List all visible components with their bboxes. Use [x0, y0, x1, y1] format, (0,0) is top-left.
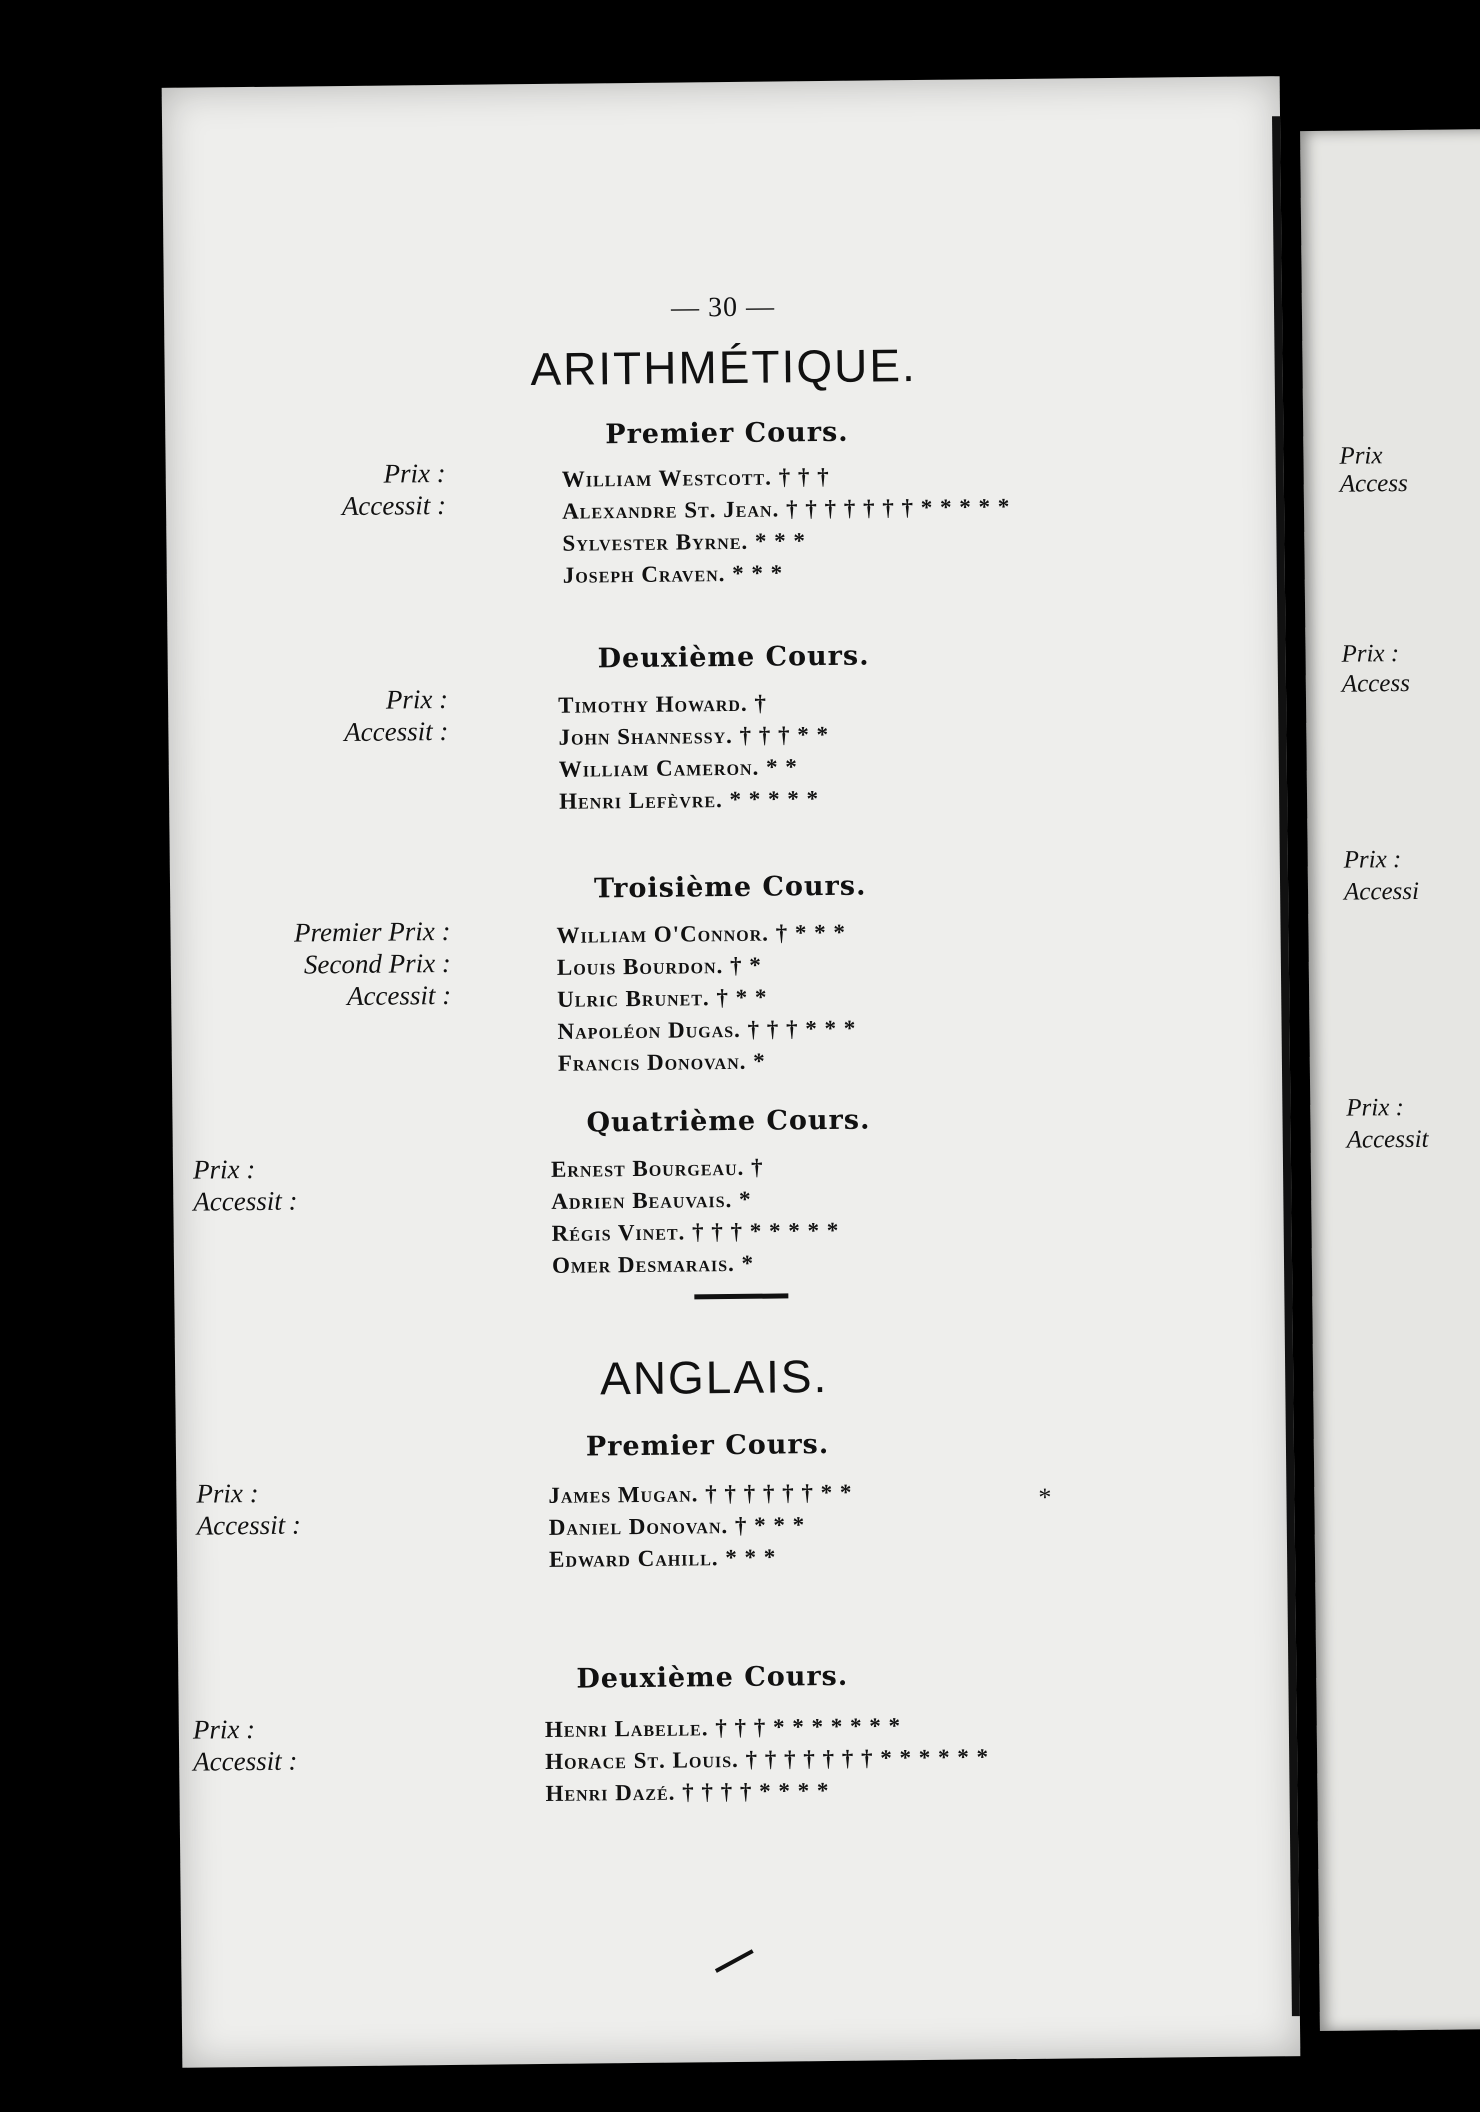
award-label: Accessit :	[341, 489, 447, 522]
student-name: Francis Donovan. *	[557, 1048, 766, 1076]
award-labels	[228, 683, 449, 749]
facing-page-label: Accessi	[1343, 877, 1420, 906]
student-name: Henri Dazé. † † † † * * * *	[545, 1778, 830, 1806]
student-name: Henri Labelle. † † † * * * * * * *	[544, 1713, 902, 1742]
student-name: William O'Connor. † * * *	[556, 919, 847, 948]
award-label: Accessit :	[346, 979, 452, 1012]
award-label: Accessit :	[344, 715, 449, 748]
award-labels	[193, 1712, 384, 1778]
student-name: Omer Desmarais. *	[551, 1250, 755, 1278]
student-name: Louis Bourdon. † *	[556, 952, 762, 980]
stray-mark: *	[1038, 1482, 1052, 1512]
facing-page-label: Access	[1339, 469, 1408, 498]
student-name: William Westcott. † † †	[561, 463, 830, 492]
course-heading: Premier Cours.	[585, 1428, 830, 1463]
award-label: Prix :	[385, 683, 449, 715]
student-name: Régis Vinet. † † † * * * * *	[551, 1217, 840, 1246]
student-name: John Shannessy. † † † * *	[558, 721, 830, 750]
facing-page-fragment	[1300, 129, 1480, 2031]
award-labels	[196, 1476, 387, 1542]
course-heading: Quatrième Cours.	[586, 1104, 871, 1139]
student-list	[551, 1151, 840, 1282]
course-heading: Deuxième Cours.	[576, 1660, 849, 1695]
award-label: Prix :	[192, 1714, 256, 1745]
facing-page-label: Prix :	[1346, 1094, 1405, 1122]
ink-mark	[715, 1949, 754, 1973]
student-list	[558, 687, 830, 818]
student-name: Napoléon Dugas. † † † * * *	[557, 1015, 857, 1044]
course-heading: Deuxième Cours.	[597, 640, 870, 675]
award-label: Premier Prix :	[293, 915, 451, 948]
course-heading: Premier Cours.	[605, 416, 849, 451]
section-title-arithmetique: ARITHMÉTIQUE.	[530, 339, 918, 396]
student-name: Horace St. Louis. † † † † † † † * * * * * *	[545, 1744, 990, 1774]
student-name: Edward Cahill. * * *	[548, 1544, 777, 1572]
award-labels	[193, 1152, 384, 1218]
student-name: Sylvester Byrne. * * *	[562, 528, 807, 556]
award-label: Prix :	[383, 457, 446, 489]
facing-page-label: Prix	[1339, 442, 1383, 470]
page-number: — 30 —	[670, 291, 776, 324]
award-label: Accessit :	[193, 1745, 298, 1777]
facing-page-label: Accessit	[1346, 1125, 1429, 1154]
student-list	[556, 917, 856, 1080]
student-list	[548, 1477, 853, 1576]
student-name: William Cameron. * *	[558, 754, 798, 782]
student-name: Ulric Brunet. † * *	[557, 984, 768, 1012]
student-name: Henri Lefèvre. * * * * *	[559, 786, 820, 814]
course-heading: Troisième Cours.	[593, 870, 867, 905]
award-label: Accessit :	[196, 1509, 302, 1541]
facing-page-label: Access	[1341, 669, 1411, 698]
student-name: Timothy Howard. †	[558, 690, 768, 718]
facing-page-label: Prix :	[1341, 640, 1400, 668]
student-name: Ernest Bourgeau. †	[550, 1154, 764, 1182]
award-label: Prix :	[196, 1477, 259, 1509]
award-label: Accessit :	[193, 1185, 298, 1217]
page-spine	[1272, 116, 1300, 2016]
section-title-anglais: ANGLAIS.	[599, 1349, 829, 1405]
award-label: Second Prix :	[303, 947, 451, 980]
facing-page-label: Prix :	[1343, 846, 1402, 874]
student-name: Alexandre St. Jean. † † † † † † † * * * * *	[561, 494, 1011, 524]
student-name: Adrien Beauvais. *	[551, 1186, 752, 1214]
student-name: Joseph Craven. * * *	[562, 560, 784, 588]
document-page	[162, 76, 1301, 2068]
student-name: James Mugan. † † † † † † * *	[548, 1479, 853, 1508]
student-name: Daniel Donovan. † * * *	[548, 1512, 806, 1540]
award-labels	[226, 457, 447, 523]
award-labels	[210, 915, 451, 1014]
award-label: Prix :	[192, 1153, 256, 1185]
student-list	[562, 459, 1011, 592]
section-divider	[694, 1293, 788, 1299]
student-list	[545, 1709, 990, 1810]
